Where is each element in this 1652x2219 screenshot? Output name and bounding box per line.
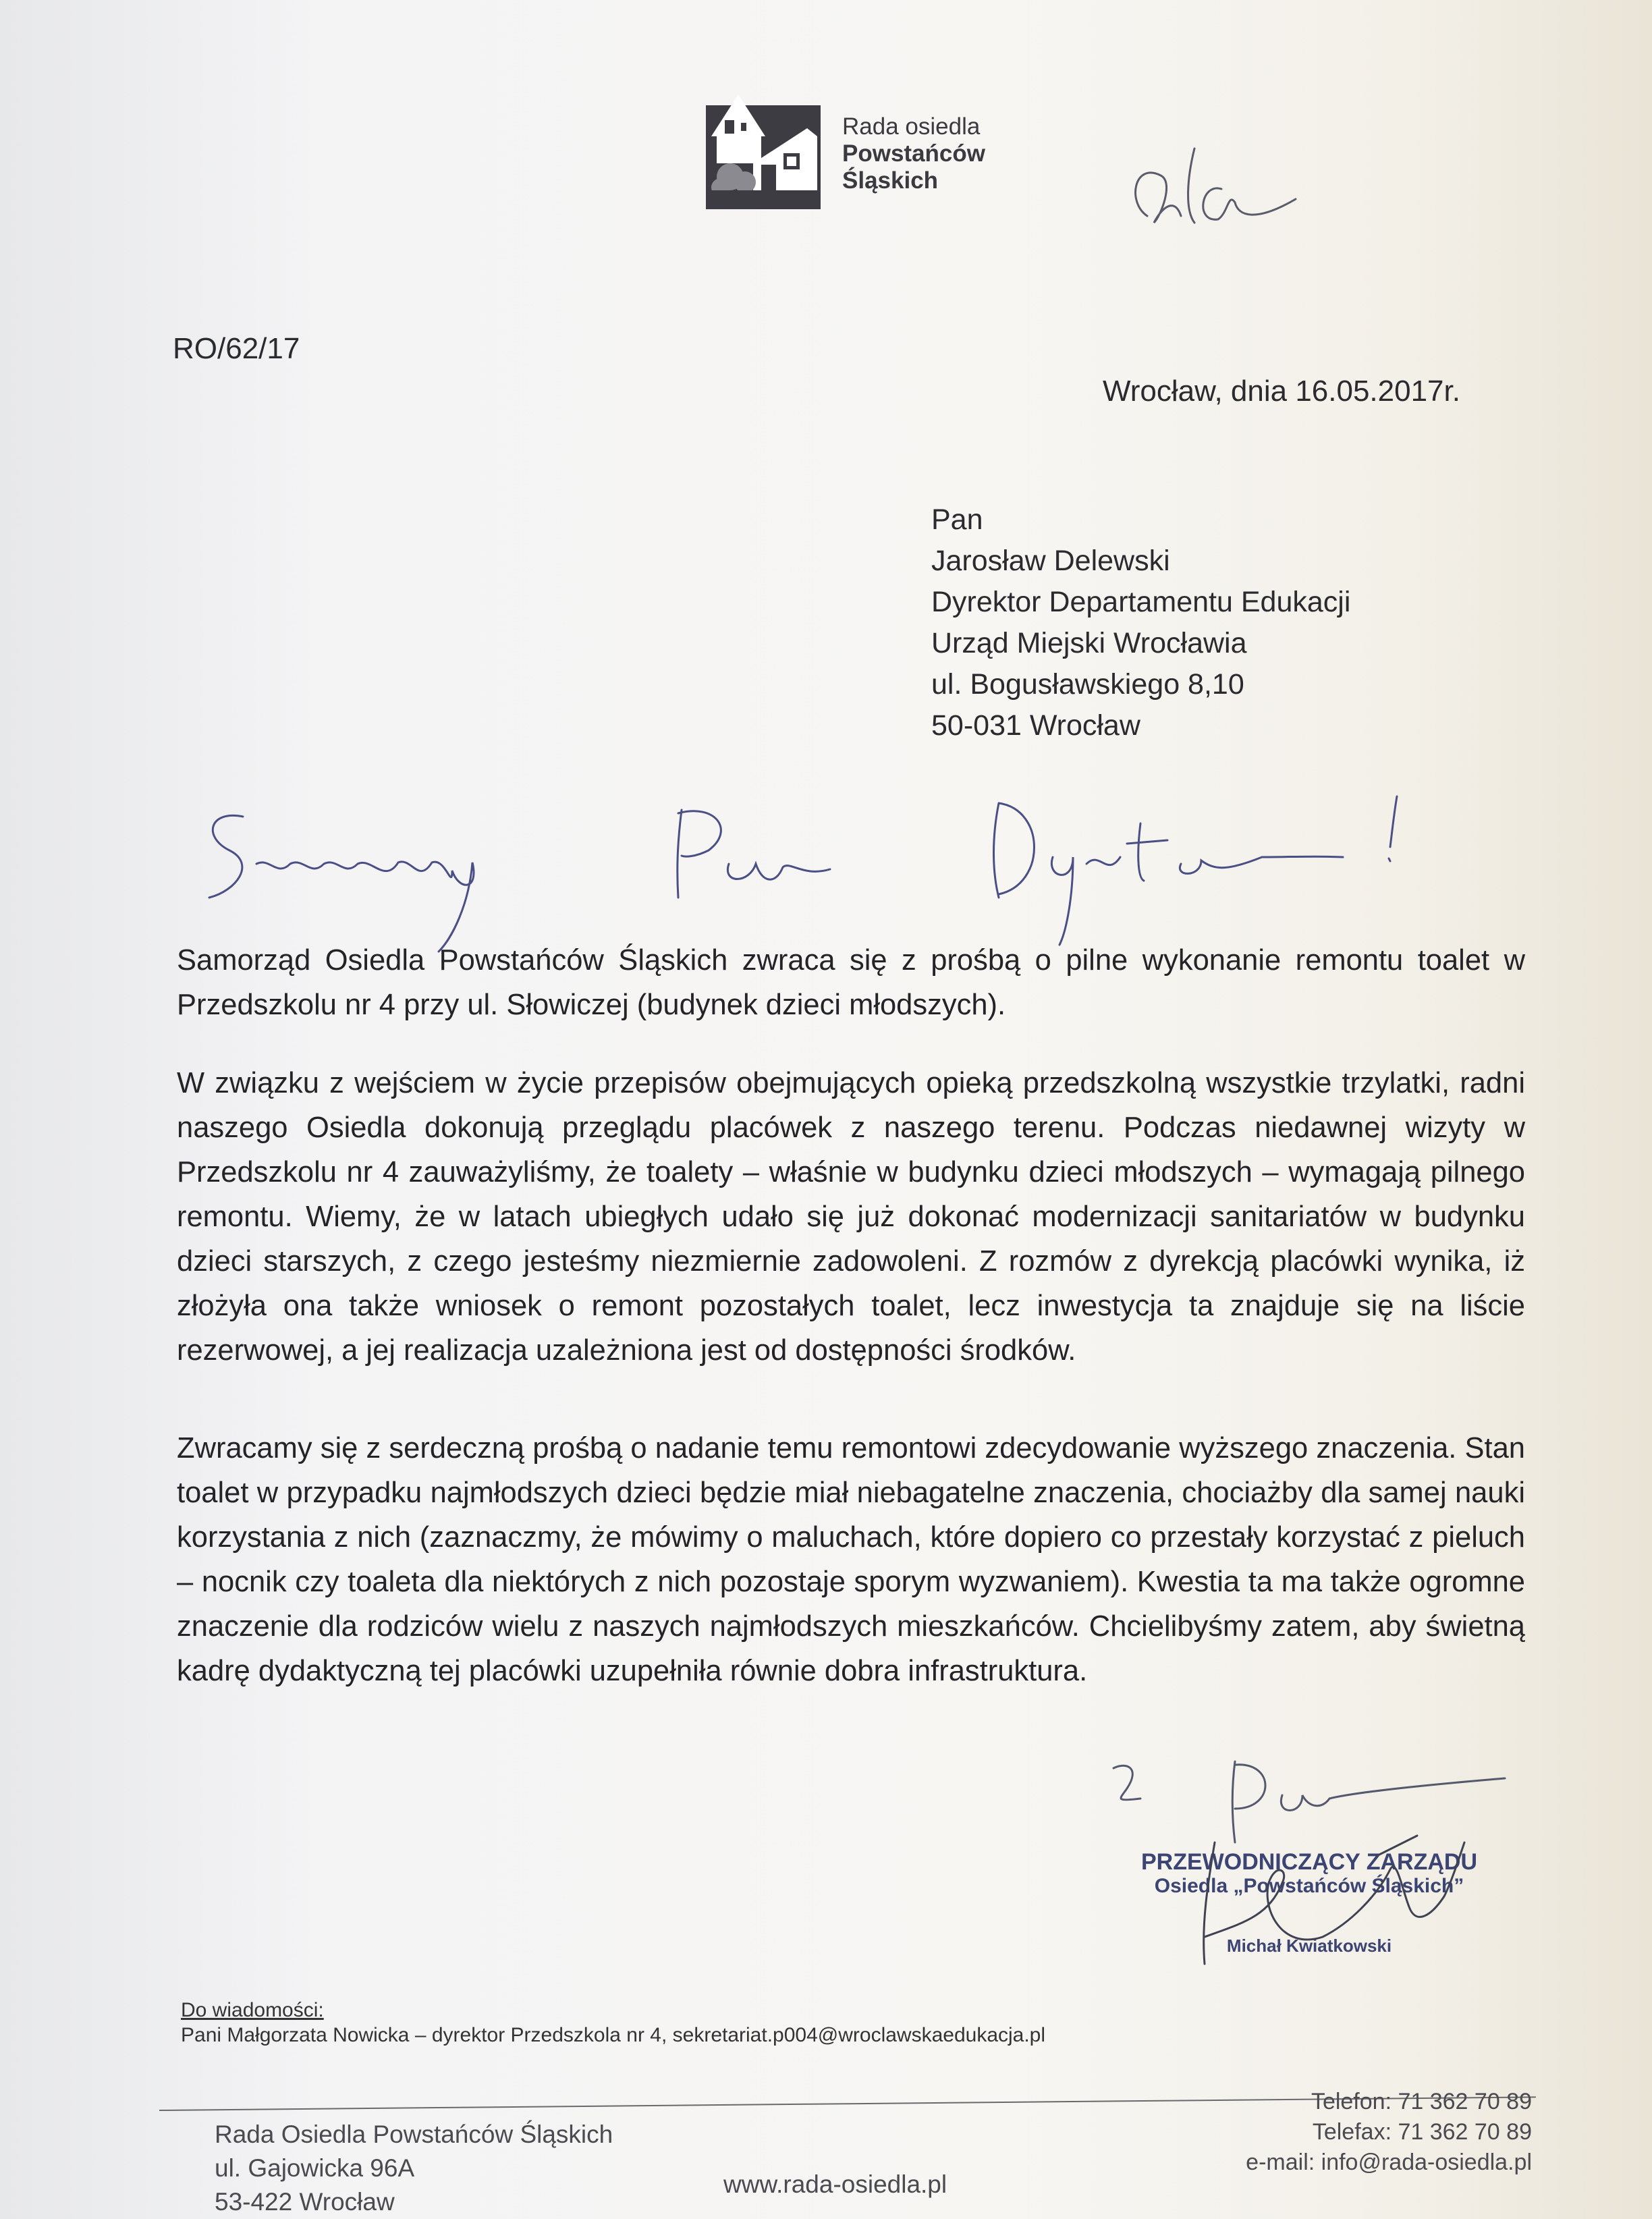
cc-text: Pani Małgorzata Nowicka – dyrektor Przedszkola nr 4, sekretariat.p004@wroclawskaedukacja.pl: [181, 2024, 1046, 2046]
recipient-position: Dyrektor Departamentu Edukacji: [931, 586, 1351, 618]
organization-logo: [706, 89, 821, 209]
recipient-address: [931, 499, 1350, 746]
body-paragraph-3: Zwracamy się z serdeczną prośbą o nadanie temu remontowi zdecydowanie wyższego znaczenia. Stan toalet w przypadku najmłodszych dzieci będzie miał niebagatelne znaczenia, chociażby dla samej nauki korzystania z nich (zaznaczmy, że mówimy o maluchach, które dopiero co przestały korzystać z pieluch – nocnik czy toaleta dla niektórych z nich pozostaje sporym wyzwaniem). Kwestia ta ma także ogromne znaczenie dla rodziców wielu z naszych najmłodszych mieszkańców. Chcielibyśmy zatem, aby świetną kadrę dydaktyczną tej placówki uzupełniła równie dobra infrastruktura.: [177, 1432, 1525, 1687]
handwritten-closing: [1100, 1741, 1545, 1849]
footer-website[interactable]: www.rada-osiedla.pl: [723, 2170, 947, 2198]
footer-city: 53-422 Wrocław: [215, 2188, 395, 2216]
signature-stamp: [1120, 1849, 1498, 1956]
footer-phone: Telefon: 71 362 70 89: [1311, 2089, 1532, 2114]
footer-contact: [1194, 2087, 1532, 2178]
logo-text: [842, 113, 985, 194]
cc-label: Do wiadomości:: [181, 1999, 324, 2021]
stamp-organization: Osiedla „Powstańców Śląskich”: [1154, 1875, 1464, 1897]
recipient-name: Jarosław Delewski: [931, 545, 1170, 577]
footer-address: [215, 2118, 613, 2219]
footer-street: ul. Gajowicka 96A: [215, 2154, 415, 2182]
handwritten-salutation: [196, 783, 1424, 958]
recipient-city: 50-031 Wrocław: [931, 709, 1140, 742]
stamp-signer: Michał Kwiatkowski: [1226, 1936, 1392, 1956]
recipient-office: Urząd Miejski Wrocławia: [931, 627, 1247, 659]
body-paragraph-2: W związku z wejściem w życie przepisów obejmujących opieką przedszkolną wszystkie trzylatki, radni naszego Osiedla dokonują przeglądu placówek z naszego terenu. Podczas niedawnej wizyty w Przedszkolu nr 4 zauważyliśmy, że toalety – właśnie w budynku dzieci młodszych – wymagają pilnego remontu. Wiemy, że w latach ubiegłych udało się już dokonać modernizacji sanitariatów w budynku dzieci starszych, z czego jesteśmy niezmiernie zadowoleni. Z rozmów z dyrekcją placówki wynika, iż złożyła ona także wniosek o remont pozostałych toalet, lecz inwestycja ta znajduje się na liście rezerwowej, a jej realizacja uzależniona jest od dostępności środków.: [177, 1067, 1525, 1367]
logo-line-3: Śląskich: [842, 167, 939, 194]
footer-fax: Telefax: 71 362 70 89: [1312, 2119, 1532, 2145]
recipient-title: Pan: [931, 503, 983, 536]
handwritten-note-top: [1120, 135, 1350, 243]
footer-email[interactable]: e-mail: info@rada-osiedla.pl: [1246, 2149, 1532, 2175]
footer-org: Rada Osiedla Powstańców Śląskich: [215, 2120, 613, 2148]
stamp-title: PRZEWODNICZĄCY ZARZĄDU: [1140, 1849, 1477, 1875]
reference-number: RO/62/17: [173, 332, 300, 365]
body-paragraph-1: Samorząd Osiedla Powstańców Śląskich zwraca się z prośbą o pilne wykonanie remontu toalet w Przedszkolu nr 4 przy ul. Słowiczej (budynek dzieci młodszych).: [177, 944, 1525, 1021]
recipient-street: ul. Bogusławskiego 8,10: [931, 668, 1244, 701]
cc-block: [181, 1998, 1045, 2048]
date-line: Wrocław, dnia 16.05.2017r.: [1103, 375, 1460, 408]
logo-line-1: Rada osiedla: [842, 113, 981, 140]
logo-line-2: Powstańców: [842, 140, 985, 167]
